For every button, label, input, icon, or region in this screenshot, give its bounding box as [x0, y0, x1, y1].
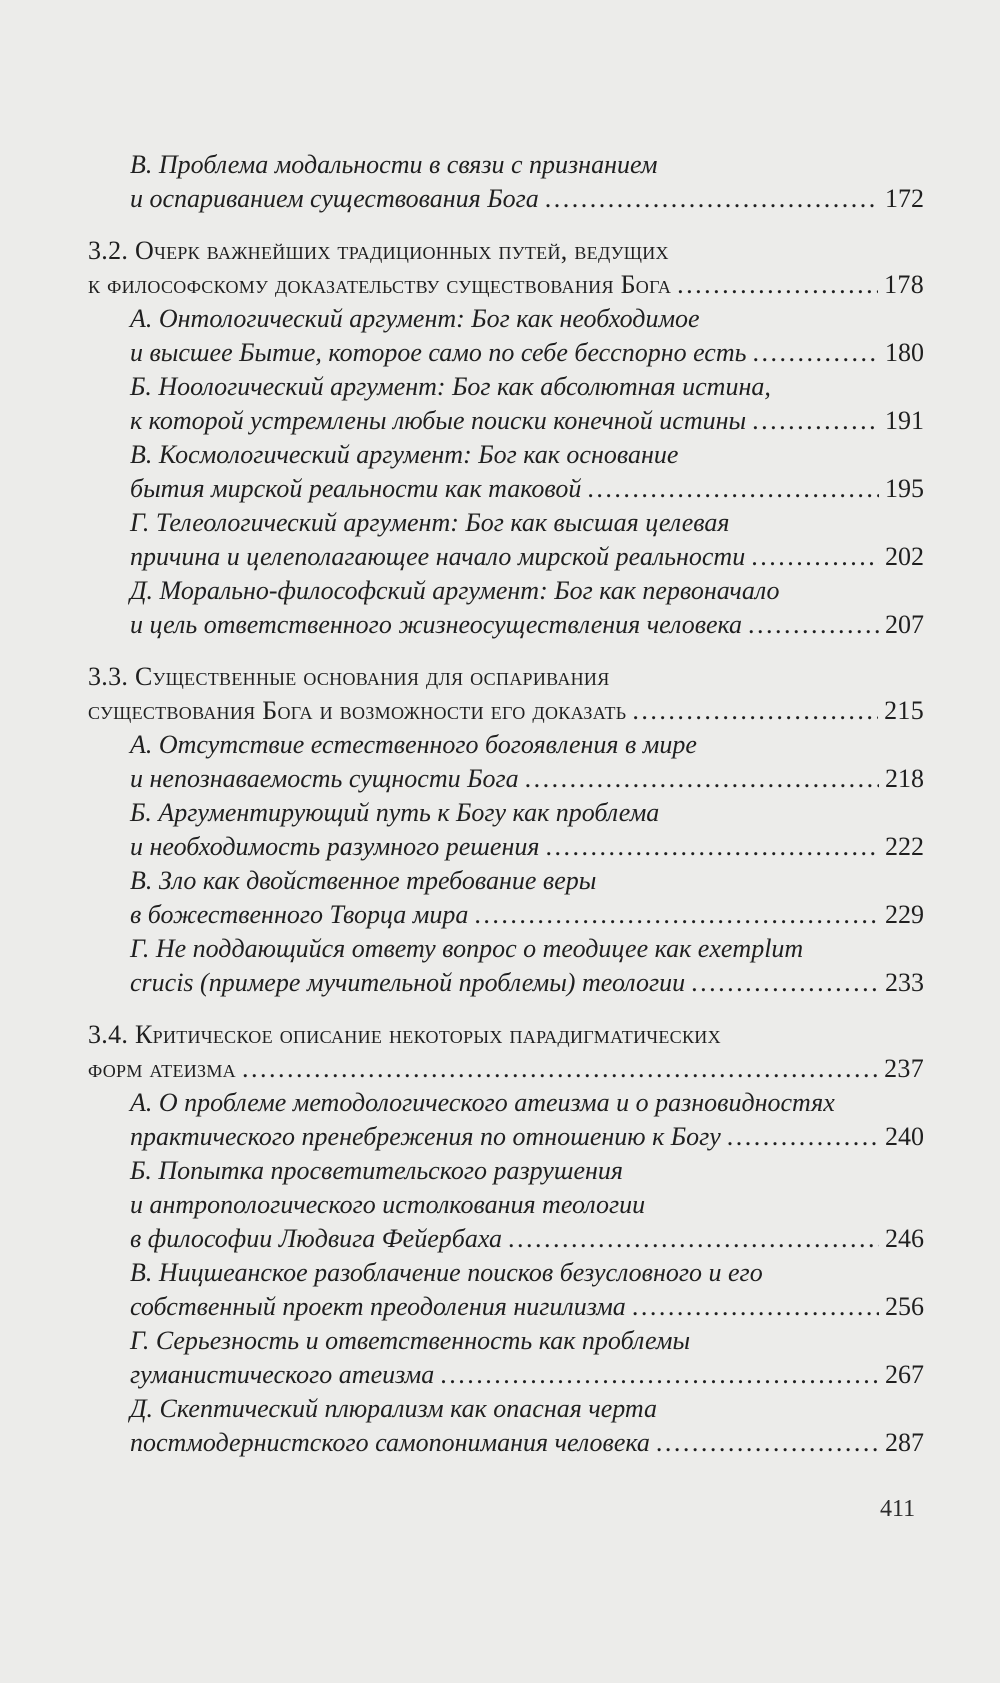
- toc-entry-text: Г. Телеологический аргумент: Бог как высшая целевая: [130, 508, 730, 537]
- toc-page-number: 218: [885, 764, 924, 793]
- toc-entry-line: [130, 1392, 924, 1426]
- toc-entry-text: причина и целеполагающее начало мирской реальности: [130, 542, 746, 571]
- dot-leader: [727, 1120, 879, 1154]
- toc-entry-line: [130, 540, 924, 574]
- toc-entry-line: [130, 1188, 924, 1222]
- toc-entry-line: [130, 796, 924, 830]
- dot-leader: [440, 1358, 879, 1392]
- toc-page-number: 233: [885, 968, 924, 997]
- toc-subsection-entry: [88, 1154, 924, 1256]
- toc-entry-line: [130, 404, 924, 438]
- toc-entry-text: 3.2. Очерк важнейших традиционных путей, ведущих: [88, 236, 669, 265]
- toc-page-number: 202: [885, 542, 924, 571]
- toc-entry-line: [130, 966, 924, 1000]
- toc-entry-text: собственный проект преодоления нигилизма: [130, 1292, 626, 1321]
- toc-entry-text: в божественного Творца мира: [130, 900, 469, 929]
- toc-entry-line: [130, 1324, 924, 1358]
- table-of-contents: [88, 148, 924, 1460]
- toc-entry-line: [130, 506, 924, 540]
- toc-page-number: 240: [885, 1122, 924, 1151]
- toc-entry-text: Д. Морально-философский аргумент: Бог как первоначало: [130, 576, 780, 605]
- toc-page-number: 207: [885, 610, 924, 639]
- toc-entry-text: постмодернистского самопонимания человека: [130, 1428, 650, 1457]
- toc-entry-text: Г. Не поддающийся ответу вопрос о теодицее как exemplum: [130, 934, 804, 963]
- toc-subsection-entry: [88, 574, 924, 642]
- toc-page-number: 287: [885, 1428, 924, 1457]
- toc-subsection-entry: [88, 370, 924, 438]
- toc-entry-line: [130, 370, 924, 404]
- toc-subsection-entry: [88, 1256, 924, 1324]
- toc-entry-line: [130, 1290, 924, 1324]
- toc-page-number: 180: [885, 338, 924, 367]
- toc-entry-line: [88, 694, 924, 728]
- toc-page-number: 237: [884, 1054, 924, 1083]
- toc-entry-text: А. О проблеме методологического атеизма и о разновидностях: [130, 1088, 835, 1117]
- toc-subsection-entry: [88, 1086, 924, 1154]
- toc-entry-text: к философскому доказательству существования Бога: [88, 270, 672, 299]
- toc-entry-text: А. Онтологический аргумент: Бог как необходимое: [130, 304, 700, 333]
- toc-entry-line: [130, 1358, 924, 1392]
- dot-leader: [508, 1222, 879, 1256]
- toc-page-number: 229: [885, 900, 924, 929]
- page-number: 411: [880, 1496, 916, 1522]
- toc-entry-line: [130, 1426, 924, 1460]
- toc-subsection-entry: [88, 438, 924, 506]
- toc-entry-text: практического пренебрежения по отношению к Богу: [130, 1122, 721, 1151]
- toc-entry-text: форм атеизма: [88, 1054, 236, 1083]
- toc-entry-text: гуманистического атеизма: [130, 1360, 435, 1389]
- toc-entry-line: [130, 148, 924, 182]
- toc-entry-line: [130, 898, 924, 932]
- toc-page-number: 195: [885, 474, 924, 503]
- toc-entry-text: и необходимость разумного решения: [130, 832, 540, 861]
- toc-page-number: 215: [884, 696, 924, 725]
- toc-entry-text: и высшее Бытие, которое само по себе бесспорно есть: [130, 338, 747, 367]
- toc-section-entry: [88, 234, 924, 302]
- toc-entry-text: и антропологического истолкования теологии: [130, 1190, 646, 1219]
- toc-page-number: 191: [885, 406, 924, 435]
- toc-entry-text: 3.4. Критическое описание некоторых парадигматических: [88, 1020, 721, 1049]
- toc-subsection-entry: [88, 796, 924, 864]
- toc-entry-text: и оспариванием существования Бога: [130, 184, 539, 213]
- toc-entry-line: [130, 728, 924, 762]
- dot-leader: [752, 404, 879, 438]
- toc-entry-text: в философии Людвига Фейербаха: [130, 1224, 503, 1253]
- dot-leader: [632, 1290, 879, 1324]
- toc-entry-text: В. Проблема модальности в связи с признанием: [130, 150, 658, 179]
- toc-entry-line: [130, 1154, 924, 1188]
- dot-leader: [751, 540, 879, 574]
- toc-entry-text: Б. Аргументирующий путь к Богу как проблема: [130, 798, 660, 827]
- toc-subsection-entry: [88, 864, 924, 932]
- toc-entry-text: Г. Серьезность и ответственность как проблемы: [130, 1326, 691, 1355]
- toc-entry-text: бытия мирской реальности как таковой: [130, 474, 582, 503]
- dot-leader: [525, 762, 879, 796]
- toc-entry-text: В. Ницшеанское разоблачение поисков безусловного и его: [130, 1258, 763, 1287]
- toc-entry-text: и цель ответственного жизнеосуществления человека: [130, 610, 743, 639]
- toc-entry-line: [88, 268, 924, 302]
- toc-entry-line: [130, 830, 924, 864]
- toc-entry-text: А. Отсутствие естественного богоявления в мире: [130, 730, 697, 759]
- dot-leader: [545, 830, 879, 864]
- toc-entry-text: Б. Попытка просветительского разрушения: [130, 1156, 623, 1185]
- toc-entry-line: [130, 438, 924, 472]
- dot-leader: [632, 694, 878, 728]
- toc-page-number: 267: [885, 1360, 924, 1389]
- toc-entry-line: [130, 336, 924, 370]
- toc-entry-text: и непознаваемость сущности Бога: [130, 764, 519, 793]
- dot-leader: [656, 1426, 879, 1460]
- toc-subsection-entry: [88, 1392, 924, 1460]
- toc-entry-line: [130, 864, 924, 898]
- toc-subsection-entry: [88, 1324, 924, 1392]
- toc-subsection-entry: [88, 506, 924, 574]
- toc-entry-line: [88, 1052, 924, 1086]
- toc-entry-line: [130, 302, 924, 336]
- toc-entry-text: к которой устремлены любые поиски конечной истины: [130, 406, 747, 435]
- dot-leader: [748, 608, 879, 642]
- toc-entry-line: [130, 608, 924, 642]
- toc-subsection-entry: [88, 302, 924, 370]
- toc-section-entry: [88, 660, 924, 728]
- toc-entry-text: Б. Ноологический аргумент: Бог как абсолютная истина,: [130, 372, 771, 401]
- toc-subsection-entry: [88, 932, 924, 1000]
- dot-leader: [677, 268, 878, 302]
- toc-entry-text: существования Бога и возможности его доказать: [88, 696, 627, 725]
- toc-subsection-entry: [88, 148, 924, 216]
- toc-entry-text: В. Зло как двойственное требование веры: [130, 866, 597, 895]
- toc-subsection-entry: [88, 728, 924, 796]
- toc-entry-line: [130, 1256, 924, 1290]
- toc-section-entry: [88, 1018, 924, 1086]
- toc-entry-text: В. Космологический аргумент: Бог как основание: [130, 440, 679, 469]
- dot-leader: [752, 336, 879, 370]
- dot-leader: [474, 898, 879, 932]
- toc-page-number: 222: [885, 832, 924, 861]
- toc-page-number: 172: [885, 184, 924, 213]
- toc-entry-line: [130, 1222, 924, 1256]
- toc-page-number: 178: [884, 270, 924, 299]
- toc-entry-line: [130, 182, 924, 216]
- toc-entry-text: crucis (примере мучительной проблемы) теологии: [130, 968, 686, 997]
- dot-leader: [587, 472, 879, 506]
- toc-entry-line: [88, 1018, 924, 1052]
- toc-entry-line: [130, 472, 924, 506]
- dot-leader: [545, 182, 879, 216]
- toc-page-number: 256: [885, 1292, 924, 1321]
- toc-entry-line: [130, 932, 924, 966]
- toc-page-number: 246: [885, 1224, 924, 1253]
- toc-entry-line: [88, 234, 924, 268]
- toc-entry-line: [88, 660, 924, 694]
- toc-entry-line: [130, 1086, 924, 1120]
- toc-entry-line: [130, 762, 924, 796]
- toc-entry-text: 3.3. Существенные основания для оспаривания: [88, 662, 610, 691]
- toc-entry-line: [130, 574, 924, 608]
- dot-leader: [242, 1052, 878, 1086]
- toc-entry-line: [130, 1120, 924, 1154]
- toc-entry-text: Д. Скептический плюрализм как опасная черта: [130, 1394, 658, 1423]
- dot-leader: [691, 966, 879, 1000]
